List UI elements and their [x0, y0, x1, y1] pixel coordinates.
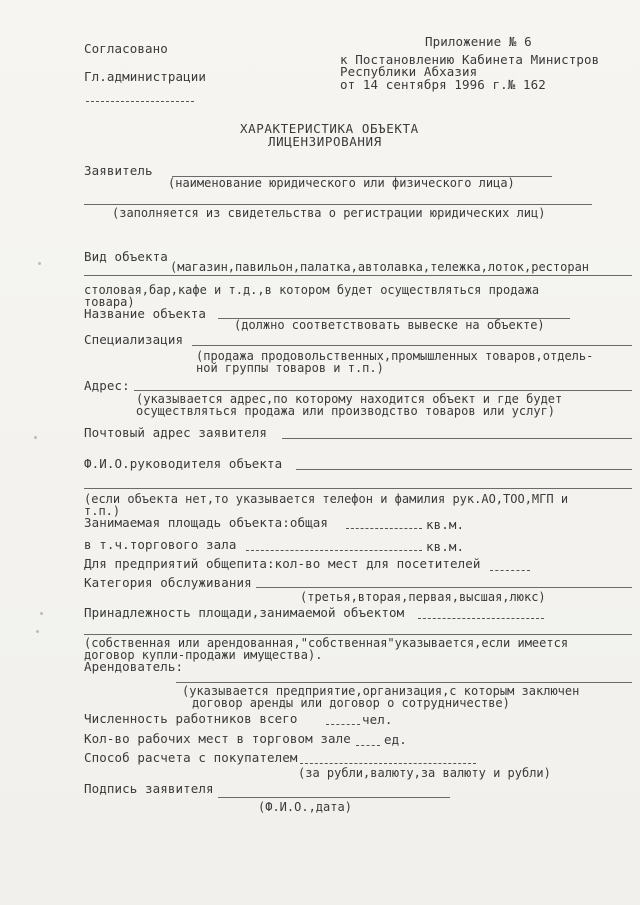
specialization-hint-1: (продажа продовольственных,промышленных товаров,отдель-	[196, 349, 594, 363]
ownership-label: Принадлежность площади,занимаемой объектом	[84, 605, 405, 620]
administration-label: Гл.администрации	[84, 69, 207, 84]
payment-method-field[interactable]	[300, 763, 476, 764]
total-area-field[interactable]	[346, 528, 422, 529]
director-hint-1: (если объекта нет,то указывается телефон и фамилия рук.АО,ТОО,МГП и	[84, 492, 569, 506]
lessor-hint-1: (указывается предприятие,организация,с которым заключен	[182, 684, 580, 698]
director-hint-2: т.п.)	[84, 504, 121, 518]
scan-speck	[36, 630, 39, 633]
ownership-line-2[interactable]	[84, 634, 632, 635]
trade-area-unit: кв.м.	[426, 539, 465, 554]
total-area-unit: кв.м.	[426, 517, 465, 532]
service-category-line[interactable]	[256, 587, 632, 588]
workplaces-field[interactable]	[356, 745, 380, 746]
ownership-field[interactable]	[418, 618, 544, 619]
applicant-hint-2: (заполняется из свидетельства о регистрации юридических лиц)	[112, 206, 546, 220]
director-label: Ф.И.О.руководителя объекта	[84, 456, 283, 471]
ownership-hint-2: договор купли-продажи имущества).	[84, 648, 323, 662]
lessor-label: Арендователь:	[84, 659, 184, 674]
object-type-hint-3: товара)	[84, 295, 135, 309]
applicant-line-2[interactable]	[84, 204, 592, 205]
service-category-label: Категория обслуживания	[84, 575, 252, 590]
payment-method-hint: (за рубли,валюту,за валюту и рубли)	[298, 766, 551, 780]
ownership-hint-1: (собственная или арендованная,"собственная"указывается,если имеется	[84, 636, 569, 650]
decree-line-3: от 14 сентября 1996 г.№ 162	[340, 77, 546, 92]
scan-speck	[40, 612, 43, 615]
workplaces-unit: ед.	[384, 732, 407, 747]
scan-speck	[38, 262, 41, 265]
lessor-line[interactable]	[176, 682, 632, 683]
scan-speck	[34, 436, 37, 439]
director-line-2[interactable]	[84, 488, 632, 489]
object-type-hint-2: столовая,бар,кафе и т.д.,в котором будет осуществляться продажа	[84, 283, 540, 297]
postal-address-label: Почтовый адрес заявителя	[84, 425, 268, 440]
trade-area-label: в т.ч.торгового зала	[84, 537, 237, 552]
applicant-label: Заявитель	[84, 163, 153, 178]
lessor-hint-2: договор аренды или договор о сотрудничестве)	[192, 696, 510, 710]
address-line[interactable]	[134, 390, 632, 391]
object-type-hint-1: (магазин,павильон,палатка,автолавка,тележка,лоток,ресторан	[170, 260, 590, 274]
object-type-line[interactable]	[84, 275, 632, 276]
total-area-label: Занимаемая площадь объекта:общая	[84, 515, 329, 530]
director-line[interactable]	[296, 469, 632, 470]
signature-line[interactable]	[218, 797, 450, 798]
decree-line-2: Республики Абхазия	[340, 64, 478, 79]
workplaces-label: Кол-во рабочих мест в торговом зале	[84, 731, 351, 746]
address-hint-1: (указывается адрес,по которому находится объект и где будет	[136, 392, 563, 406]
object-name-label: Название объекта	[84, 306, 207, 321]
trade-area-field[interactable]	[246, 550, 422, 551]
signature-hint: (Ф.И.О.,дата)	[258, 800, 352, 814]
address-hint-2: осуществляться продажа или производство товаров или услуг)	[136, 404, 556, 418]
staff-count-unit: чел.	[362, 712, 393, 727]
catering-seats-field[interactable]	[490, 570, 530, 571]
catering-seats-label: Для предприятий общепита:кол-во мест для посетителей	[84, 556, 481, 571]
payment-method-label: Способ расчета с покупателем	[84, 750, 298, 765]
approved-label: Согласовано	[84, 41, 168, 56]
applicant-hint: (наименование юридического или физического лица)	[168, 176, 515, 190]
staff-count-label: Численность работников всего	[84, 711, 298, 726]
decree-line-1: к Постановлению Кабинета Министров	[340, 52, 600, 67]
object-name-hint: (должно соответствовать вывеске на объекте)	[234, 318, 545, 332]
object-type-label: Вид объекта	[84, 249, 168, 264]
specialization-label: Специализация	[84, 332, 184, 347]
appendix-label: Приложение № 6	[425, 34, 532, 49]
document-title-line2: ЛИЦЕНЗИРОВАНИЯ	[268, 134, 382, 149]
document-title: ХАРАКТЕРИСТИКА ОБЪЕКТА	[240, 121, 419, 136]
signature-label: Подпись заявителя	[84, 781, 214, 796]
staff-count-field[interactable]	[326, 724, 360, 725]
address-label: Адрес:	[84, 378, 130, 393]
service-category-hint: (третья,вторая,первая,высшая,люкс)	[300, 590, 546, 604]
specialization-hint-2: ной группы товаров и т.п.)	[196, 361, 384, 375]
administration-signature-line	[86, 101, 194, 102]
specialization-line[interactable]	[192, 345, 632, 346]
postal-address-line[interactable]	[282, 438, 632, 439]
